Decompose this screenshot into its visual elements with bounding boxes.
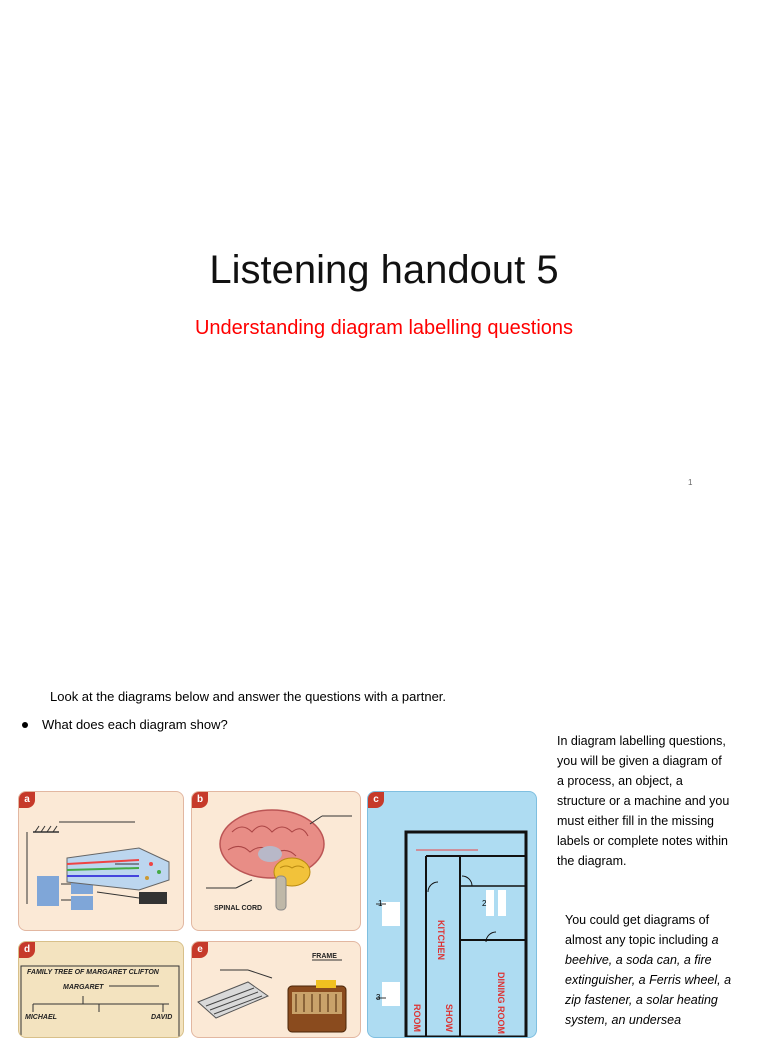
diagram-panel-b xyxy=(191,791,361,931)
slide-title: Listening handout 5 xyxy=(209,248,559,292)
family-tree-title: FAMILY TREE OF MARGARET CLIFTON xyxy=(27,969,159,976)
side-text-1: In diagram labelling questions, you will be given a diagram of a process, an object, a structure or a machine and you must either fill in the missing labels or complete notes within the diagram. xyxy=(557,734,730,868)
diagram-panel-c xyxy=(367,791,537,1038)
bullet-item xyxy=(22,717,228,732)
frame-label: FRAME xyxy=(312,953,337,960)
circuit-diagram-image xyxy=(19,792,183,930)
panel-tag-a: a xyxy=(19,792,35,808)
side-text-2-intro: You could get diagrams of almost any topic including xyxy=(565,913,712,947)
spinal-cord-label: SPINAL CORD xyxy=(214,905,263,912)
title-slide xyxy=(0,0,768,512)
diagram-panel-e xyxy=(191,941,361,1038)
svg-text:3: 3 xyxy=(376,993,381,1002)
content-slide xyxy=(0,512,768,1034)
name-margaret: MARGARET xyxy=(63,984,104,991)
side-text-2-examples: a beehive, a soda can, a fire extinguisher, a Ferris wheel, a zip fastener, a solar heating system, an undersea xyxy=(565,933,732,1027)
name-david: DAVID xyxy=(151,1014,173,1021)
panel-tag-d: d xyxy=(19,942,35,958)
kitchen-label: KITCHEN xyxy=(436,920,446,960)
diagram-panel-d xyxy=(18,941,184,1038)
instruction-text: Look at the diagrams below and answer the questions with a partner. xyxy=(50,689,447,704)
dining-room-label: DINING ROOM xyxy=(496,972,506,1034)
page-number: 1 xyxy=(688,478,693,487)
room-label: ROOM xyxy=(412,1004,422,1032)
bullet-text: What does each diagram show? xyxy=(42,717,228,732)
svg-text:2: 2 xyxy=(482,899,487,908)
name-michael: MICHAEL xyxy=(25,1014,57,1021)
diagram-panel-a xyxy=(18,791,184,931)
svg-text:1: 1 xyxy=(378,899,383,908)
panel-tag-c: c xyxy=(368,792,384,808)
bullet-dot-icon xyxy=(22,722,28,728)
floor-plan-image xyxy=(368,792,536,1037)
show-label: SHOW xyxy=(444,1004,454,1032)
side-text-2 xyxy=(565,910,740,1030)
slide-subtitle: Understanding diagram labelling questions xyxy=(194,317,574,339)
panel-tag-b: b xyxy=(192,792,208,808)
panel-tag-e: e xyxy=(192,942,208,958)
